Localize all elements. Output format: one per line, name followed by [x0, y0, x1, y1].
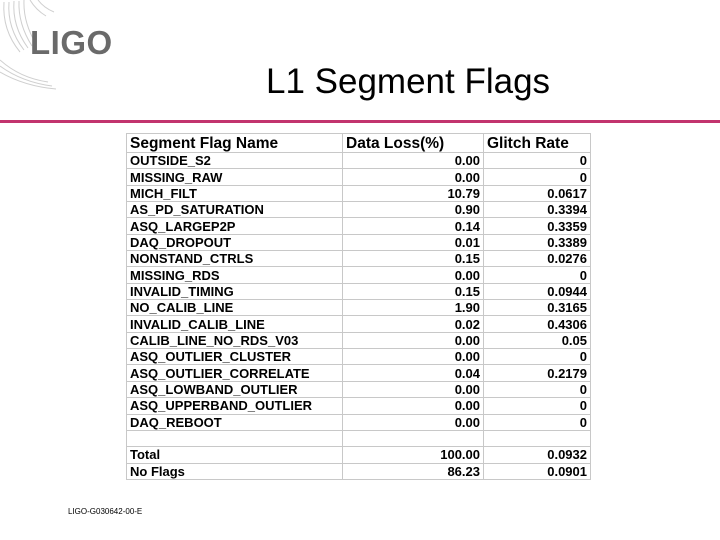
- flag-name-cell: ASQ_OUTLIER_CLUSTER: [127, 349, 343, 365]
- data-loss-cell: 10.79: [343, 185, 484, 201]
- data-loss-cell: 0.01: [343, 234, 484, 250]
- document-id: LIGO-G030642-00-E: [68, 507, 143, 516]
- flag-name-cell: OUTSIDE_S2: [127, 153, 343, 169]
- flag-name-cell: ASQ_UPPERBAND_OUTLIER: [127, 398, 343, 414]
- flag-name-cell: INVALID_TIMING: [127, 283, 343, 299]
- table-header-row: [127, 134, 591, 153]
- column-header-glitch-rate: Glitch Rate: [484, 134, 591, 153]
- flag-name-cell: ASQ_LARGEP2P: [127, 218, 343, 234]
- data-loss-cell: 0.00: [343, 332, 484, 348]
- table-row: [127, 300, 591, 316]
- data-loss-cell: 0.00: [343, 169, 484, 185]
- flag-name-cell: MISSING_RAW: [127, 169, 343, 185]
- glitch-rate-cell: 0.0932: [484, 447, 591, 463]
- data-loss-cell: 0.00: [343, 381, 484, 397]
- title-divider: [0, 120, 720, 123]
- table-row: [127, 332, 591, 348]
- data-loss-cell: 0.14: [343, 218, 484, 234]
- glitch-rate-cell: 0.3394: [484, 202, 591, 218]
- glitch-rate-cell: 0: [484, 381, 591, 397]
- data-loss-cell: 0.04: [343, 365, 484, 381]
- totals-row: [127, 447, 591, 463]
- table-row: [127, 349, 591, 365]
- empty-cell: [343, 430, 484, 446]
- data-loss-cell: 1.90: [343, 300, 484, 316]
- data-loss-cell: 100.00: [343, 447, 484, 463]
- glitch-rate-cell: 0: [484, 414, 591, 430]
- flag-name-cell: ASQ_LOWBAND_OUTLIER: [127, 381, 343, 397]
- table-row: [127, 185, 591, 201]
- flag-name-cell: Total: [127, 447, 343, 463]
- empty-cell: [484, 430, 591, 446]
- flag-name-cell: No Flags: [127, 463, 343, 479]
- glitch-rate-cell: 0: [484, 349, 591, 365]
- glitch-rate-cell: 0.3165: [484, 300, 591, 316]
- table-row: [127, 218, 591, 234]
- glitch-rate-cell: 0.0276: [484, 251, 591, 267]
- spacer-row: [127, 430, 591, 446]
- flag-name-cell: NONSTAND_CTRLS: [127, 251, 343, 267]
- glitch-rate-cell: 0.0617: [484, 185, 591, 201]
- segment-flags-table: [126, 133, 591, 480]
- table-row: [127, 316, 591, 332]
- data-loss-cell: 0.15: [343, 283, 484, 299]
- glitch-rate-cell: 0: [484, 169, 591, 185]
- column-header-flag-name: Segment Flag Name: [127, 134, 343, 153]
- data-loss-cell: 0.90: [343, 202, 484, 218]
- glitch-rate-cell: 0.0901: [484, 463, 591, 479]
- table-row: [127, 283, 591, 299]
- data-loss-cell: 0.00: [343, 153, 484, 169]
- flag-name-cell: AS_PD_SATURATION: [127, 202, 343, 218]
- glitch-rate-cell: 0.4306: [484, 316, 591, 332]
- table-row: [127, 234, 591, 250]
- table-body: [127, 153, 591, 480]
- page-title: L1 Segment Flags: [266, 62, 551, 101]
- flag-name-cell: CALIB_LINE_NO_RDS_V03: [127, 332, 343, 348]
- glitch-rate-cell: 0: [484, 398, 591, 414]
- column-header-data-loss: Data Loss(%): [343, 134, 484, 153]
- table-row: [127, 251, 591, 267]
- totals-row: [127, 463, 591, 479]
- table-row: [127, 398, 591, 414]
- data-loss-cell: 0.00: [343, 414, 484, 430]
- data-loss-cell: 0.00: [343, 398, 484, 414]
- table-row: [127, 267, 591, 283]
- empty-cell: [127, 430, 343, 446]
- table-row: [127, 414, 591, 430]
- data-loss-cell: 0.00: [343, 267, 484, 283]
- glitch-rate-cell: 0.0944: [484, 283, 591, 299]
- flag-name-cell: MISSING_RDS: [127, 267, 343, 283]
- glitch-rate-cell: 0.05: [484, 332, 591, 348]
- glitch-rate-cell: 0.3389: [484, 234, 591, 250]
- data-loss-cell: 0.00: [343, 349, 484, 365]
- table-row: [127, 381, 591, 397]
- glitch-rate-cell: 0.3359: [484, 218, 591, 234]
- glitch-rate-cell: 0.2179: [484, 365, 591, 381]
- table-row: [127, 169, 591, 185]
- flag-name-cell: MICH_FILT: [127, 185, 343, 201]
- data-loss-cell: 0.02: [343, 316, 484, 332]
- flag-name-cell: DAQ_DROPOUT: [127, 234, 343, 250]
- table-row: [127, 202, 591, 218]
- table-row: [127, 153, 591, 169]
- table-row: [127, 365, 591, 381]
- glitch-rate-cell: 0: [484, 267, 591, 283]
- glitch-rate-cell: 0: [484, 153, 591, 169]
- flag-name-cell: NO_CALIB_LINE: [127, 300, 343, 316]
- flag-name-cell: INVALID_CALIB_LINE: [127, 316, 343, 332]
- data-loss-cell: 0.15: [343, 251, 484, 267]
- flag-name-cell: ASQ_OUTLIER_CORRELATE: [127, 365, 343, 381]
- data-loss-cell: 86.23: [343, 463, 484, 479]
- ligo-logo: LIGO: [30, 24, 113, 61]
- flag-name-cell: DAQ_REBOOT: [127, 414, 343, 430]
